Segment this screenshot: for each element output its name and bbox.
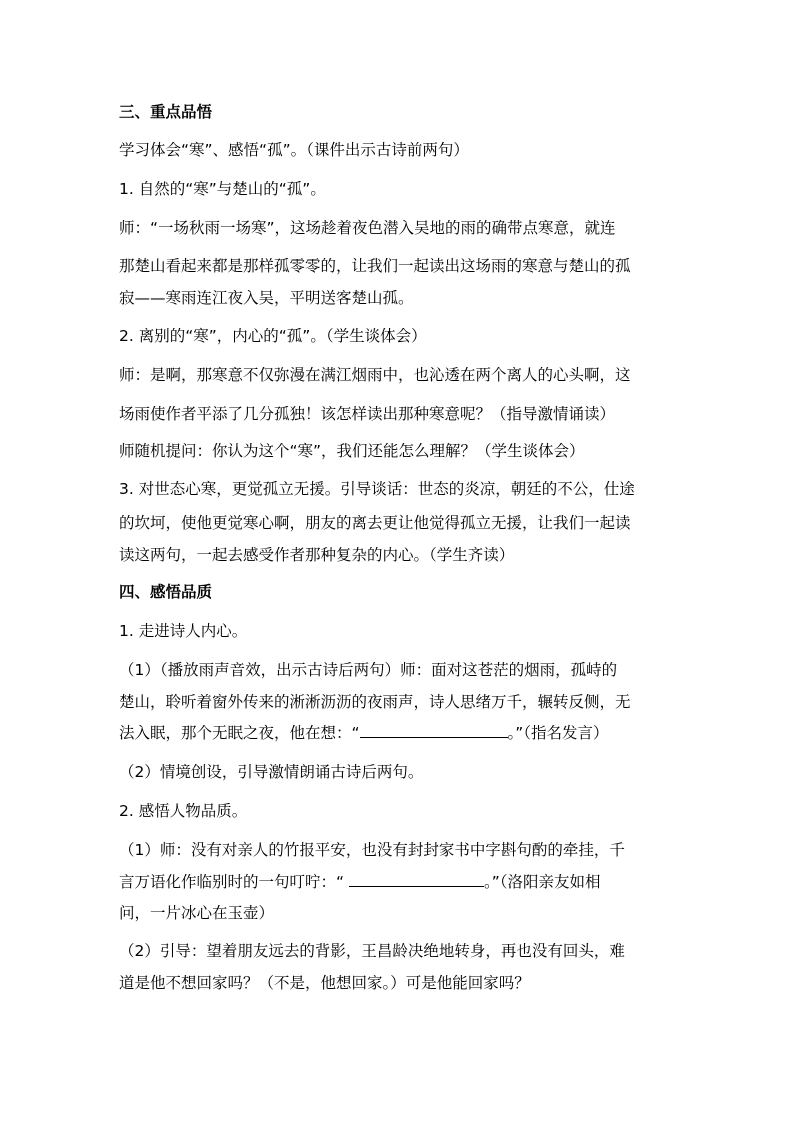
s4-sub4-line-1: （2）引导：望着朋友远去的背影，王昌龄决绝地转身，再也没有回头，难 (119, 942, 625, 960)
item1-title: 1. 自然的“寒”与楚山的“孤”。 (119, 180, 326, 198)
section-heading-3: 三、重点品悟 (119, 103, 213, 121)
s4-item1-title: 1. 走进诗人内心。 (119, 622, 248, 640)
s4-sub2: （2）情境创设，引导激情朗诵古诗后两句。 (119, 763, 424, 781)
s4-sub3-line-2 (119, 872, 679, 892)
s4-sub3-line-1: （1）师：没有对亲人的竹报平安，也没有封封家书中字斟句酌的牵挂，千 (119, 841, 625, 859)
fill-in-blank-1 (360, 723, 508, 738)
item2-paragraph-line-3: 师随机提问：你认为这个“寒”，我们还能怎么理解？（学生谈体会） (119, 442, 585, 460)
s4-sub4-line-2: 道是他不想回家吗？（不是，他想回家。）可是他能回家吗？ (119, 974, 530, 992)
s4-sub3-line-2-prefix: 言万语化作临别时的一句叮咛：“ (119, 873, 349, 891)
fill-in-blank-2 (349, 872, 484, 887)
section-heading-4: 四、感悟品质 (119, 583, 213, 601)
item3-paragraph-line-1: 3. 对世态心寒，更觉孤立无援。引导谈话：世态的炎凉，朝廷的不公，仕途 (119, 480, 635, 498)
item2-title: 2. 离别的“寒”，内心的“孤”。（学生谈体会） (119, 327, 427, 345)
s4-sub1-line-3-prefix: 法入眠，那个无眠之夜，他在想：“ (119, 724, 360, 742)
section3-intro: 学习体会“寒”、感悟“孤”。（课件出示古诗前两句） (119, 141, 469, 159)
s4-sub1-line-2: 楚山，聆听着窗外传来的淅淅沥沥的夜雨声，诗人思绪万千，辗转反侧，无 (119, 693, 631, 711)
s4-sub3-line-3: 问，一片冰心在玉壶） (119, 904, 275, 922)
s4-sub3-line-2-suffix: 。”（洛阳亲友如相 (483, 873, 601, 891)
item1-paragraph-line-1: 师：“一场秋雨一场寒”，这场趁着夜色潜入吴地的雨的确带点寒意，就连 (119, 219, 616, 237)
item3-paragraph-line-3: 读这两句，一起去感受作者那种复杂的内心。（学生齐读） (119, 546, 515, 564)
s4-sub1-line-3 (119, 723, 679, 743)
item1-paragraph-line-2: 那楚山看起来都是那样孤零零的，让我们一起读出这场雨的寒意与楚山的孤 (119, 257, 631, 275)
item1-paragraph-line-3: 寂——寒雨连江夜入吴，平明送客楚山孤。 (119, 289, 414, 307)
s4-sub1-line-1: （1）（播放雨声音效，出示古诗后两句）师：面对这苍茫的烟雨，孤峙的 (119, 661, 618, 679)
item3-paragraph-line-2: 的坎坷，使他更觉寒心啊，朋友的离去更让他觉得孤立无援，让我们一起读 (119, 514, 631, 532)
item2-paragraph-line-1: 师：是啊，那寒意不仅弥漫在满江烟雨中，也沁透在两个离人的心头啊，这 (119, 366, 631, 384)
item2-paragraph-line-2: 场雨使作者平添了几分孤独！该怎样读出那种寒意呢？（指导激情诵读） (119, 405, 616, 423)
s4-sub1-line-3-suffix: 。”（指名发言） (507, 724, 609, 742)
s4-item2-title: 2. 感悟人物品质。 (119, 802, 248, 820)
